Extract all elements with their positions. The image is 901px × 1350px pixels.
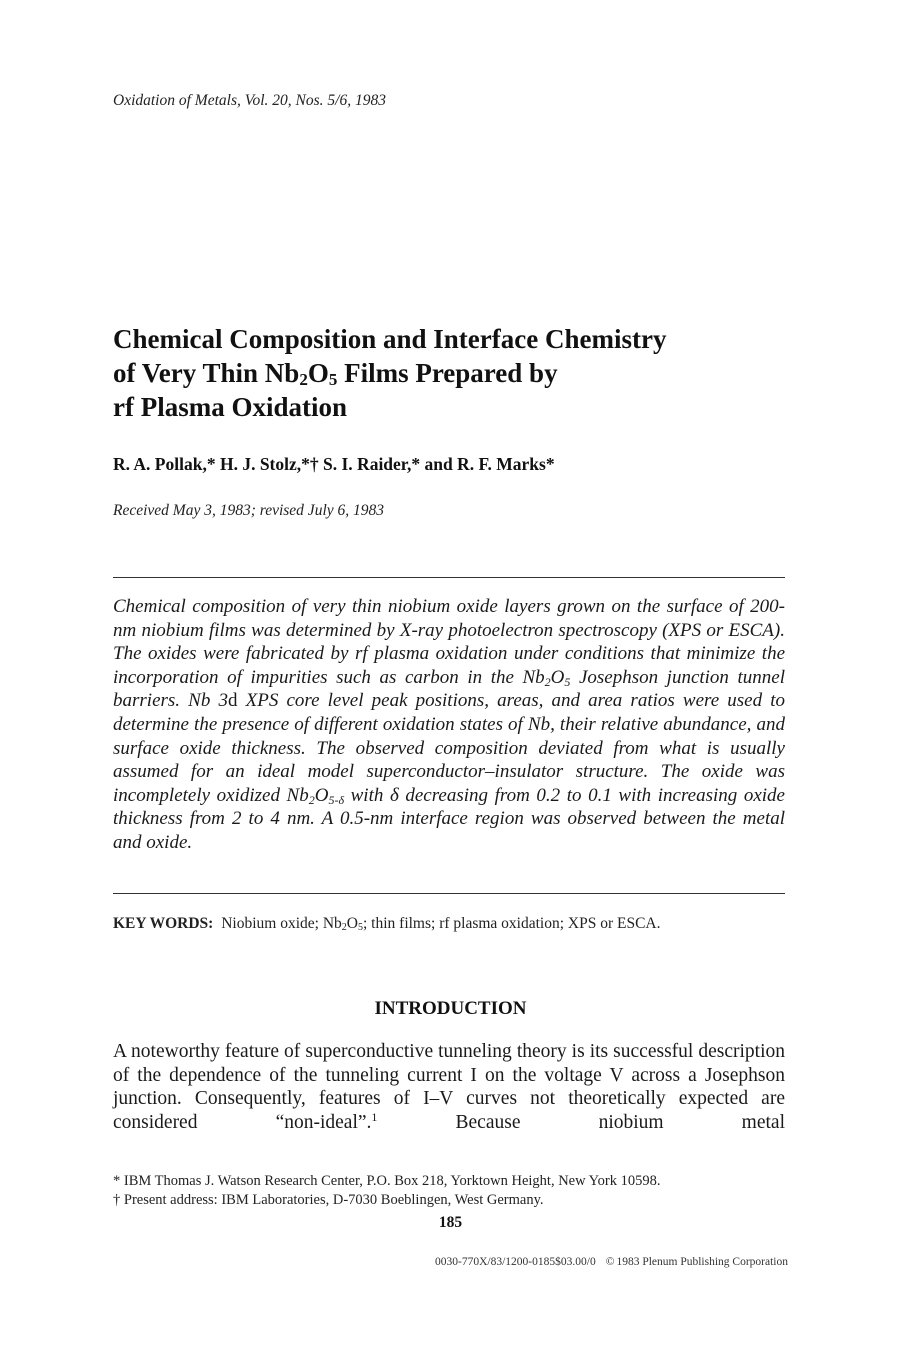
abstract-bottom-rule (113, 893, 785, 894)
page-number: 185 (438, 1214, 463, 1231)
reference-marker: 1 (371, 1109, 378, 1124)
copyright-text: 1983 Plenum Publishing Corporation (616, 1256, 788, 1268)
keywords-label: KEY WORDS: (113, 915, 214, 932)
keywords: KEY WORDS: Niobium oxide; $Nb_2O_5$; thin films; rf plasma oxidation; XPS or ESCA. (113, 915, 661, 933)
abstract: Chemical composition of very thin niobium oxide layers grown on the surface of 200-nm niobium films was determined by X-ray photoelectron spectroscopy (XPS or ESCA). The oxides were fabricated by rf plasma oxidation under conditions that minimize the incorporation of impurities such as carbon in the $Nb_2O_5$ Josephson junction tunnel barriers. Nb 3d XPS core level peak positions, areas, and area ratios were used to determine the presence of different oxidation states of Nb, their relative abundance, and surface oxide thickness. The observed composition deviated from what is usually assumed for an ideal model superconductor–insulator structure. The oxide was incompletely oxidized $Nb_2O_{5-\delta}$ with δ decreasing from 0.2 to 0.1 with increasing oxide thickness from 2 to 4 nm. A 0.5-nm interface region was observed between the metal and oxide. (113, 596, 785, 853)
article-title (113, 322, 813, 424)
introduction-paragraph: A noteworthy feature of superconductive tunneling theory is its successful description of the dependence of the tunneling current I on the voltage V across a Josephson junction. Consequently, features of I–V curves not theoretically expected are considered “non-ideal”.$^1$ Because niobium metal (113, 1041, 785, 1133)
footnote-affiliation: * IBM Thomas J. Watson Research Center, P.O. Box 218, Yorktown Height, New York 10598. (113, 1173, 661, 1189)
copyright-line (435, 1256, 788, 1268)
received-dates: Received May 3, 1983; revised July 6, 1983 (113, 502, 385, 519)
journal-citation: Oxidation of Metals, Vol. 20, Nos. 5/6, 1983 (113, 92, 386, 109)
footnote-present-address: † Present address: IBM Laboratories, D-7030 Boeblingen, West Germany. (113, 1192, 544, 1208)
section-heading-introduction: INTRODUCTION (374, 998, 527, 1019)
abstract-top-rule (113, 577, 785, 578)
title-line-3: rf Plasma Oxidation (113, 392, 347, 422)
article-code: 0030-770X/83/1200-0185$03.00/0 (435, 1256, 596, 1268)
author-list: R. A. Pollak,* H. J. Stolz,*† S. I. Raider,* and R. F. Marks* (113, 454, 555, 474)
title-line-2: of Very Thin $Nb_2O_5$ Films Prepared by (113, 358, 558, 389)
footnotes (113, 1172, 793, 1210)
copyright-icon: © (605, 1256, 615, 1268)
title-line-1: Chemical Composition and Interface Chemistry (113, 324, 667, 354)
